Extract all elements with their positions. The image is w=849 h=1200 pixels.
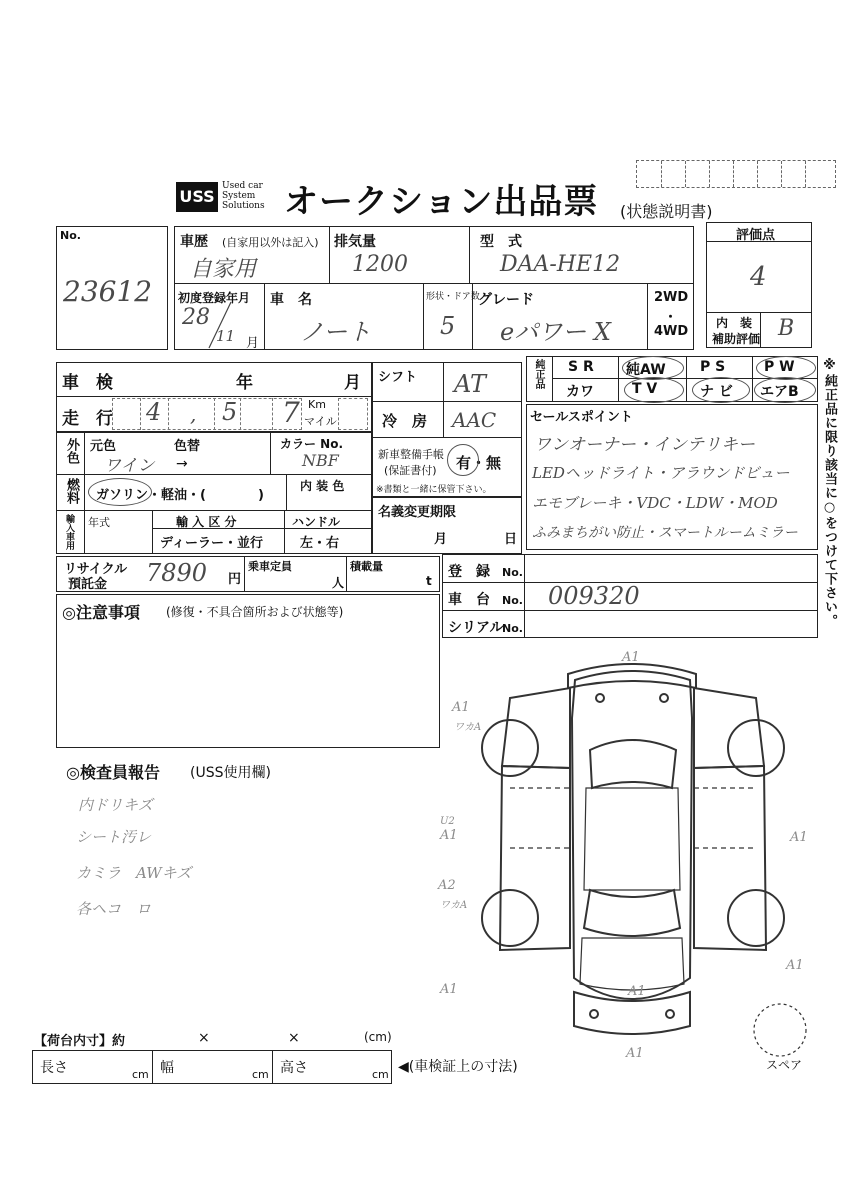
mark-left-a1: A1 bbox=[440, 828, 458, 843]
color-no-label: カラー No. bbox=[280, 437, 344, 451]
fuel-side-label: 燃料 bbox=[64, 478, 79, 504]
cargo-length-label: 長さ bbox=[40, 1060, 68, 1076]
spare-tire-circle bbox=[754, 1004, 806, 1056]
car-damage-diagram bbox=[440, 648, 820, 1068]
recycle-label-1: リサイクル bbox=[64, 562, 128, 577]
manual-label-2: (保証書付) bbox=[384, 464, 437, 477]
fuel-gasoline-circle bbox=[88, 478, 152, 506]
wheel-rf bbox=[728, 890, 784, 946]
import-side-label: 輸入車用 bbox=[64, 514, 74, 550]
doors-label: 形状・ドア数 bbox=[426, 292, 480, 302]
shift-label: シフト bbox=[378, 370, 418, 385]
registration-no: No. bbox=[502, 566, 523, 579]
doors-value: 5 bbox=[440, 312, 456, 340]
interior-value: B bbox=[778, 316, 795, 341]
load-label: 積載量 bbox=[350, 560, 383, 573]
left-side bbox=[500, 766, 570, 950]
inspection-month: 月 bbox=[344, 373, 361, 393]
mileage-comma: , bbox=[190, 402, 197, 426]
sales-point-2: LEDヘッドライト・アラウンドビュー bbox=[532, 464, 790, 482]
uss-logo bbox=[176, 182, 276, 212]
drive-4wd: 4WD bbox=[654, 324, 689, 339]
first-reg-label: 初度登録年月 bbox=[178, 291, 251, 305]
chassis-no: No. bbox=[502, 594, 523, 607]
manual-label-1: 新車整備手帳 bbox=[378, 448, 444, 461]
option-tv: T V bbox=[632, 381, 658, 397]
cargo-x1: × bbox=[198, 1030, 210, 1046]
history-value: 自家用 bbox=[190, 257, 257, 282]
drive-dot: ・ bbox=[664, 310, 678, 325]
option-tv-circle bbox=[624, 377, 684, 403]
score-label: 評価点 bbox=[736, 228, 776, 243]
recycle-unit: 円 bbox=[228, 572, 242, 587]
mileage-label: 走 行 bbox=[62, 409, 113, 429]
mark-left-a2: A2 bbox=[438, 878, 456, 893]
cargo-width-unit: cm bbox=[252, 1068, 269, 1081]
mileage-extra-box bbox=[338, 398, 368, 430]
header-grid bbox=[636, 160, 836, 188]
page-subtitle: (状態説明書) bbox=[620, 202, 713, 221]
hood bbox=[580, 938, 684, 990]
options-side-label: 純正品 bbox=[533, 359, 544, 389]
slash-mark bbox=[205, 300, 235, 350]
spare-label: スペア bbox=[766, 1058, 803, 1072]
model-label: 型 式 bbox=[480, 234, 522, 250]
mark-left-front: A1 bbox=[440, 982, 458, 997]
wheel-rr bbox=[728, 720, 784, 776]
mileage-digit-3: 7 bbox=[282, 396, 300, 429]
cargo-x2: × bbox=[288, 1030, 300, 1046]
page-title: オークション出品票 bbox=[284, 182, 599, 222]
handle-options: 左・右 bbox=[300, 536, 340, 551]
mark-front: A1 bbox=[626, 1046, 644, 1061]
mark-right-front: A1 bbox=[786, 958, 804, 973]
name-change-day: 日 bbox=[504, 532, 518, 547]
cargo-length-unit: cm bbox=[132, 1068, 149, 1081]
inspector-line-1: 内ドリキズ bbox=[78, 796, 153, 814]
fuel-options: ガソリン・軽油・( ) bbox=[96, 488, 264, 503]
inspector-note: (USS使用欄) bbox=[190, 765, 271, 781]
lot-label: No. bbox=[60, 229, 81, 242]
inspector-line-3: カミラ AWキズ bbox=[76, 864, 192, 882]
drive-2wd: 2WD bbox=[654, 290, 689, 305]
history-label: 車歴 bbox=[180, 234, 208, 250]
grade-label: グレード bbox=[478, 292, 534, 308]
chassis-value: 009320 bbox=[548, 582, 640, 610]
sales-points-label: セールスポイント bbox=[530, 410, 633, 425]
registration-label: 登 録 bbox=[448, 564, 490, 580]
import-division-label: 輸 入 区 分 bbox=[176, 515, 237, 529]
manual-yes-circle bbox=[447, 444, 479, 476]
roof bbox=[584, 788, 680, 890]
car-body-outline bbox=[572, 671, 692, 999]
mark-left-rear-note: ワカA bbox=[454, 722, 482, 733]
windshield bbox=[584, 890, 680, 936]
first-reg-month: 11 bbox=[216, 327, 236, 345]
car-name-label: 車 名 bbox=[270, 292, 312, 308]
inspection-label: 車 検 bbox=[62, 373, 113, 393]
mark-hood: A1 bbox=[628, 984, 646, 999]
cargo-width-label: 幅 bbox=[160, 1060, 174, 1076]
option-ps: P S bbox=[700, 359, 726, 375]
logo-sub-2: System bbox=[222, 191, 256, 201]
color-no-value: NBF bbox=[302, 451, 339, 470]
cargo-note: ◀(車検証上の寸法) bbox=[398, 1059, 518, 1075]
option-navi: ナ ビ bbox=[700, 384, 733, 400]
manual-options: 有・無 bbox=[456, 454, 502, 472]
mark-left-rear: A1 bbox=[452, 700, 470, 715]
cargo-height-unit: cm bbox=[372, 1068, 389, 1081]
caution-note: (修復・不具合箇所および状態等) bbox=[166, 605, 344, 619]
inspector-line-4: 各ヘコ ロ bbox=[76, 900, 152, 918]
mileage-unit-mile: マイル bbox=[304, 415, 337, 428]
serial-no: No. bbox=[502, 622, 523, 635]
handle-label: ハンドル bbox=[292, 515, 341, 529]
grade-value: eパワー X bbox=[500, 318, 611, 346]
mileage-digit-2: 5 bbox=[222, 398, 238, 426]
sales-point-4: ふみまちがい防止・スマートルームミラー bbox=[532, 525, 798, 541]
mark-right: A1 bbox=[790, 830, 808, 845]
sales-point-3: エモブレーキ・VDC・LDW・MOD bbox=[532, 494, 778, 512]
mileage-unit-km: Km bbox=[308, 398, 326, 411]
interior-label-1: 内 装 bbox=[716, 316, 753, 330]
wheel-lr bbox=[482, 720, 538, 776]
car-name-value: ノート bbox=[300, 318, 372, 346]
mark-rear: A1 bbox=[622, 650, 640, 665]
import-year-label: 年式 bbox=[88, 516, 110, 529]
logo-mark: USS bbox=[176, 182, 218, 212]
aircon-value: AAC bbox=[452, 408, 497, 432]
option-pw: P W bbox=[764, 359, 795, 375]
score-value: 4 bbox=[750, 262, 767, 292]
logo-sub-3: Solutions bbox=[222, 201, 265, 211]
side-note: ※純正品に限り該当に○をつけて下さい。 bbox=[822, 358, 837, 628]
caution-label: ◎注意事項 bbox=[62, 603, 140, 622]
wheel-lf bbox=[482, 890, 538, 946]
mileage-digit-1: 4 bbox=[146, 398, 162, 426]
cargo-box bbox=[32, 1050, 392, 1084]
option-navi-circle bbox=[692, 377, 750, 403]
load-unit: t bbox=[426, 574, 432, 588]
displacement-label: 排気量 bbox=[334, 234, 376, 250]
mark-left-a2-note: ワカA bbox=[440, 900, 468, 911]
cargo-unit: (cm) bbox=[364, 1030, 392, 1044]
option-airbag: エアB bbox=[760, 384, 799, 400]
shift-value: AT bbox=[454, 370, 487, 398]
model-value: DAA-HE12 bbox=[500, 252, 621, 277]
cargo-height-label: 高さ bbox=[280, 1060, 308, 1076]
change-color-label: 色替 bbox=[174, 439, 201, 454]
aircon-label: 冷 房 bbox=[382, 412, 428, 430]
manual-note: ※書類と一緒に保管下さい。 bbox=[376, 485, 492, 495]
interior-color-label: 内 装 色 bbox=[300, 479, 345, 493]
interior-label-2: 補助評価 bbox=[712, 332, 761, 346]
capacity-unit: 人 bbox=[332, 576, 345, 590]
rear-window bbox=[590, 740, 676, 788]
recycle-label-2: 預託金 bbox=[68, 577, 108, 592]
exterior-side-label: 外色 bbox=[64, 438, 79, 464]
lot-value: 23612 bbox=[63, 275, 153, 308]
cargo-label: 【荷台内寸】約 bbox=[34, 1034, 126, 1049]
first-reg-month-unit: 月 bbox=[246, 336, 260, 351]
inspection-year: 年 bbox=[236, 373, 253, 393]
logo-sub-1: Used car bbox=[222, 181, 263, 191]
inspector-line-2: シート汚レ bbox=[76, 828, 152, 846]
option-leather: カワ bbox=[566, 384, 594, 400]
name-change-month: 月 bbox=[434, 532, 448, 547]
option-aw: 純AW bbox=[626, 362, 666, 378]
inspector-label: ◎検査員報告 bbox=[66, 763, 160, 782]
orig-color-label: 元色 bbox=[90, 439, 117, 454]
lot-number-box bbox=[56, 226, 168, 350]
right-side bbox=[694, 766, 766, 950]
recycle-value: 7890 bbox=[146, 559, 208, 587]
sales-point-1: ワンオーナー・インテリキー bbox=[534, 435, 755, 455]
option-sr: S R bbox=[568, 359, 594, 375]
chassis-label: 車 台 bbox=[448, 592, 490, 608]
first-reg-year: 28 bbox=[182, 305, 210, 330]
serial-label: シリアル bbox=[448, 620, 504, 636]
color-arrow: → bbox=[176, 456, 188, 472]
mark-left-u2: U2 bbox=[440, 816, 455, 827]
history-note: (自家用以外は記入) bbox=[222, 236, 319, 249]
name-change-label: 名義変更期限 bbox=[378, 505, 457, 520]
capacity-label: 乗車定員 bbox=[248, 560, 292, 573]
displacement-value: 1200 bbox=[352, 252, 408, 277]
import-division-options: ディーラー・並行 bbox=[160, 536, 263, 551]
option-airbag-circle bbox=[754, 377, 816, 403]
orig-color-value: ワイン bbox=[104, 456, 155, 476]
